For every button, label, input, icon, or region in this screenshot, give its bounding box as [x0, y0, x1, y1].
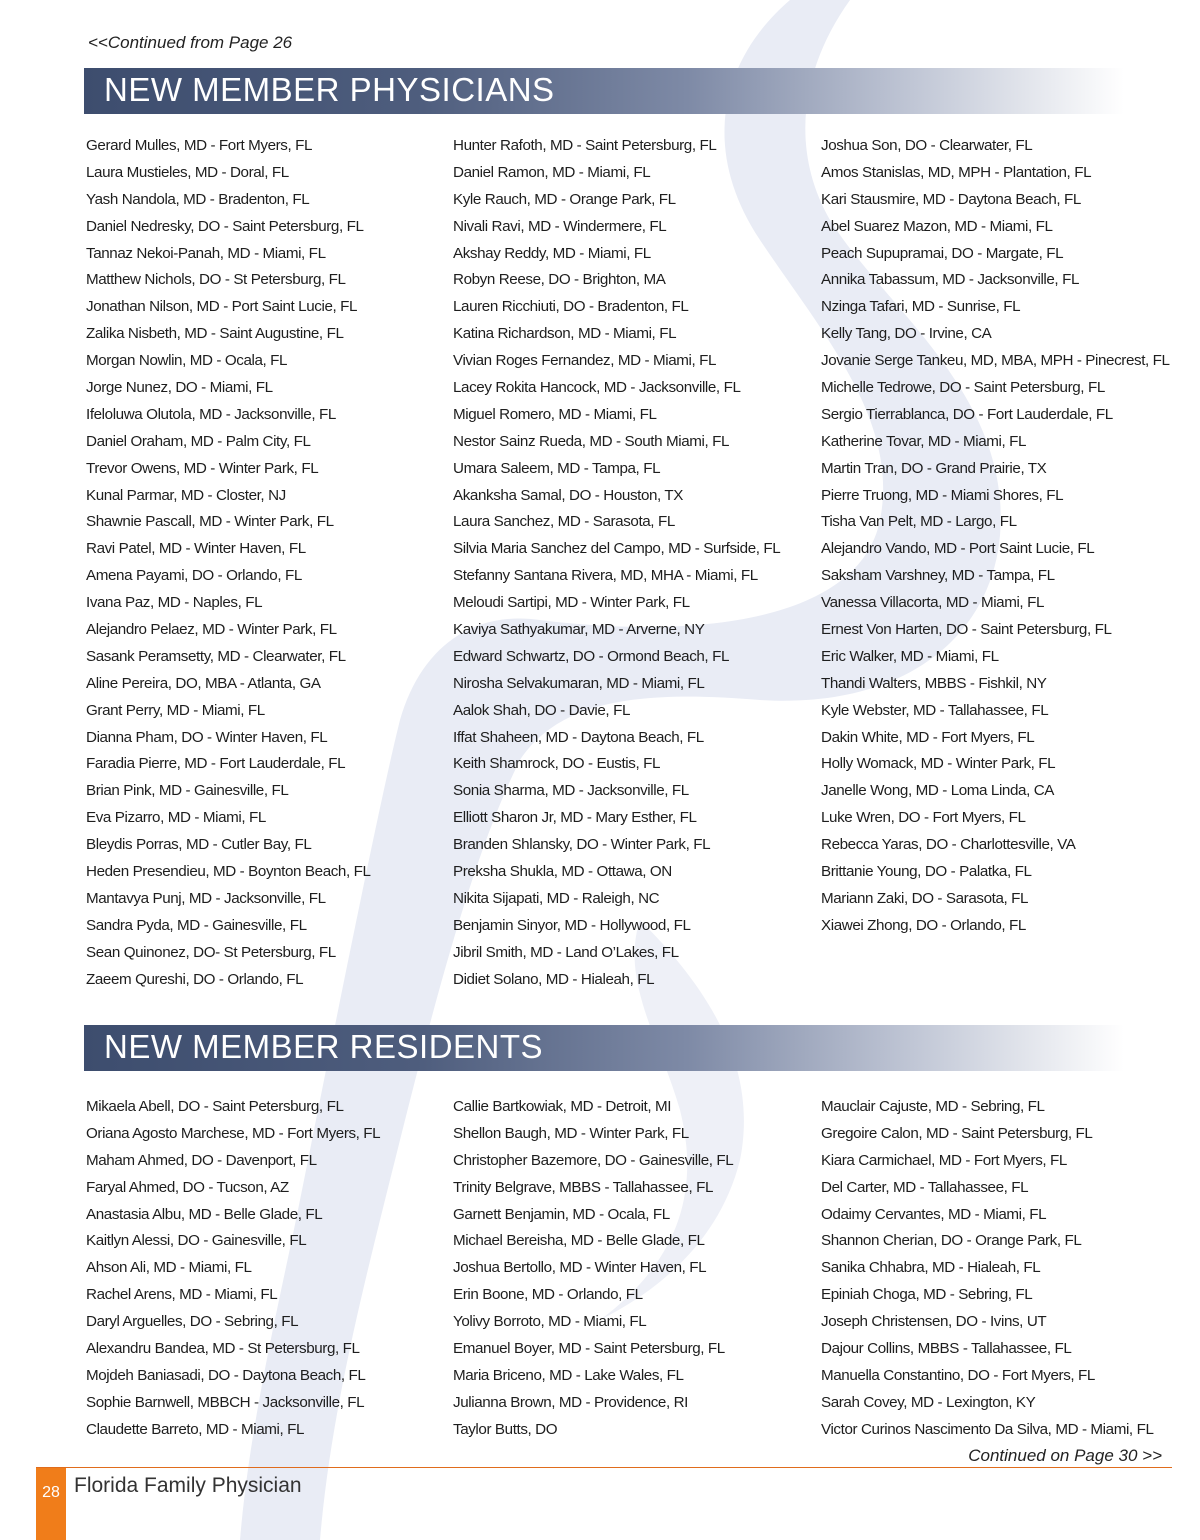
- member-entry: Jorge Nunez, DO - Miami, FL: [86, 379, 273, 397]
- member-entry: Kunal Parmar, MD - Closter, NJ: [86, 486, 286, 504]
- member-entry: Meloudi Sartipi, MD - Winter Park, FL: [453, 594, 690, 612]
- member-entry: Keith Shamrock, DO - Eustis, FL: [453, 755, 661, 773]
- member-entry: Daniel Ramon, MD - Miami, FL: [453, 163, 651, 181]
- member-entry: Rachel Arens, MD - Miami, FL: [86, 1286, 278, 1304]
- member-entry: Laura Sanchez, MD - Sarasota, FL: [453, 513, 675, 531]
- member-entry: Sarah Covey, MD - Lexington, KY: [821, 1393, 1036, 1411]
- member-entry: Dakin White, MD - Fort Myers, FL: [821, 728, 1035, 746]
- member-entry: Del Carter, MD - Tallahassee, FL: [821, 1178, 1029, 1196]
- member-entry: Ivana Paz, MD - Naples, FL: [86, 594, 263, 612]
- member-entry: Saksham Varshney, MD - Tampa, FL: [821, 567, 1055, 585]
- physicians-column-2: [453, 133, 808, 994]
- member-entry: Stefanny Santana Rivera, MD, MHA - Miami, FL: [453, 567, 758, 585]
- member-entry: Eric Walker, MD - Miami, FL: [821, 647, 999, 665]
- member-entry: Maria Briceno, MD - Lake Wales, FL: [453, 1366, 684, 1384]
- member-entry: Pierre Truong, MD - Miami Shores, FL: [821, 486, 1064, 504]
- member-entry: Callie Bartkowiak, MD - Detroit, MI: [453, 1098, 672, 1115]
- member-entry: Gregoire Calon, MD - Saint Petersburg, FL: [821, 1124, 1093, 1142]
- member-entry: Kari Stausmire, MD - Daytona Beach, FL: [821, 190, 1081, 208]
- member-entry: Shawnie Pascall, MD - Winter Park, FL: [86, 513, 334, 531]
- page-number: 28: [42, 1484, 60, 1501]
- member-entry: Kaviya Sathyakumar, MD - Arverne, NY: [453, 621, 705, 639]
- member-entry: Trinity Belgrave, MBBS - Tallahassee, FL: [453, 1178, 714, 1196]
- member-entry: Xiawei Zhong, DO - Orlando, FL: [821, 916, 1026, 934]
- member-entry: Mariann Zaki, DO - Sarasota, FL: [821, 889, 1029, 907]
- member-entry: Morgan Nowlin, MD - Ocala, FL: [86, 352, 288, 370]
- residents-column-2: [453, 1094, 808, 1444]
- member-entry: Maham Ahmed, DO - Davenport, FL: [86, 1151, 317, 1169]
- member-entry: Christopher Bazemore, DO - Gainesville, FL: [453, 1151, 734, 1169]
- member-entry: Ernest Von Harten, DO - Saint Petersburg, FL: [821, 621, 1112, 639]
- member-entry: Dianna Pham, DO - Winter Haven, FL: [86, 728, 328, 746]
- member-entry: Abel Suarez Mazon, MD - Miami, FL: [821, 217, 1053, 235]
- member-entry: Anastasia Albu, MD - Belle Glade, FL: [86, 1205, 323, 1223]
- member-entry: Annika Tabassum, MD - Jacksonville, FL: [821, 271, 1079, 289]
- member-entry: Tannaz Nekoi-Panah, MD - Miami, FL: [86, 244, 326, 262]
- member-entry: Hunter Rafoth, MD - Saint Petersburg, FL: [453, 137, 717, 154]
- member-entry: Edward Schwartz, DO - Ormond Beach, FL: [453, 647, 729, 665]
- member-entry: Sasank Peramsetty, MD - Clearwater, FL: [86, 647, 346, 665]
- member-entry: Benjamin Sinyor, MD - Hollywood, FL: [453, 916, 691, 934]
- member-entry: Mojdeh Baniasadi, DO - Daytona Beach, FL: [86, 1366, 366, 1384]
- member-entry: Yolivy Borroto, MD - Miami, FL: [453, 1313, 647, 1331]
- member-entry: Daryl Arguelles, DO - Sebring, FL: [86, 1313, 299, 1331]
- member-entry: Trevor Owens, MD - Winter Park, FL: [86, 459, 319, 477]
- member-entry: Aalok Shah, DO - Davie, FL: [453, 701, 630, 719]
- member-entry: Iffat Shaheen, MD - Daytona Beach, FL: [453, 728, 704, 746]
- page-number-tab: [36, 1468, 66, 1540]
- member-entry: Katina Richardson, MD - Miami, FL: [453, 325, 677, 343]
- member-entry: Oriana Agosto Marchese, MD - Fort Myers, FL: [86, 1124, 381, 1142]
- member-entry: Robyn Reese, DO - Brighton, MA: [453, 271, 666, 289]
- member-entry: Joshua Son, DO - Clearwater, FL: [821, 137, 1033, 154]
- continued-on-label: Continued on Page 30 >>: [968, 1446, 1162, 1465]
- member-entry: Victor Curinos Nascimento Da Silva, MD - Miami, FL: [821, 1420, 1154, 1438]
- member-entry: Miguel Romero, MD - Miami, FL: [453, 405, 657, 423]
- member-entry: Emanuel Boyer, MD - Saint Petersburg, FL: [453, 1340, 725, 1358]
- member-entry: Julianna Brown, MD - Providence, RI: [453, 1393, 689, 1411]
- member-entry: Martin Tran, DO - Grand Prairie, TX: [821, 459, 1047, 477]
- member-entry: Jonathan Nilson, MD - Port Saint Lucie, FL: [86, 298, 358, 316]
- member-entry: Claudette Barreto, MD - Miami, FL: [86, 1420, 305, 1438]
- member-entry: Gerard Mulles, MD - Fort Myers, FL: [86, 137, 313, 154]
- member-entry: Branden Shlansky, DO - Winter Park, FL: [453, 836, 711, 854]
- physicians-column-3: [821, 133, 1176, 940]
- member-entry: Mauclair Cajuste, MD - Sebring, FL: [821, 1098, 1045, 1115]
- member-entry: Ravi Patel, MD - Winter Haven, FL: [86, 540, 306, 558]
- member-entry: Elliott Sharon Jr, MD - Mary Esther, FL: [453, 809, 697, 827]
- member-entry: Taylor Butts, DO: [453, 1420, 558, 1438]
- member-entry: Holly Womack, MD - Winter Park, FL: [821, 755, 1056, 773]
- member-entry: Faradia Pierre, MD - Fort Lauderdale, FL: [86, 755, 346, 773]
- member-entry: Michael Bereisha, MD - Belle Glade, FL: [453, 1232, 705, 1250]
- member-entry: Daniel Nedresky, DO - Saint Petersburg, FL: [86, 217, 364, 235]
- footer-divider: [36, 1467, 1172, 1468]
- member-entry: Janelle Wong, MD - Loma Linda, CA: [821, 782, 1055, 800]
- member-entry: Garnett Benjamin, MD - Ocala, FL: [453, 1205, 670, 1223]
- member-entry: Luke Wren, DO - Fort Myers, FL: [821, 809, 1026, 827]
- member-entry: Erin Boone, MD - Orlando, FL: [453, 1286, 643, 1304]
- physicians-section-title: NEW MEMBER PHYSICIANS: [104, 71, 555, 108]
- member-entry: Nestor Sainz Rueda, MD - South Miami, FL: [453, 432, 730, 450]
- member-entry: Rebecca Yaras, DO - Charlottesville, VA: [821, 836, 1076, 854]
- member-entry: Peach Supupramai, DO - Margate, FL: [821, 244, 1064, 262]
- member-entry: Sergio Tierrablanca, DO - Fort Lauderdale, FL: [821, 405, 1113, 423]
- member-entry: Nirosha Selvakumaran, MD - Miami, FL: [453, 674, 705, 692]
- member-entry: Silvia Maria Sanchez del Campo, MD - Surfside, FL: [453, 540, 781, 558]
- member-entry: Eva Pizarro, MD - Miami, FL: [86, 809, 266, 827]
- member-entry: Vivian Roges Fernandez, MD - Miami, FL: [453, 352, 717, 370]
- member-entry: Michelle Tedrowe, DO - Saint Petersburg, FL: [821, 379, 1105, 397]
- member-entry: Shellon Baugh, MD - Winter Park, FL: [453, 1124, 689, 1142]
- member-entry: Bleydis Porras, MD - Cutler Bay, FL: [86, 836, 312, 854]
- member-entry: Nivali Ravi, MD - Windermere, FL: [453, 217, 667, 235]
- continued-from-label: <<Continued from Page 26: [88, 33, 293, 52]
- member-entry: Kyle Webster, MD - Tallahassee, FL: [821, 701, 1049, 719]
- member-entry: Matthew Nichols, DO - St Petersburg, FL: [86, 271, 346, 289]
- member-entry: Preksha Shukla, MD - Ottawa, ON: [453, 863, 672, 881]
- member-entry: Katherine Tovar, MD - Miami, FL: [821, 432, 1027, 450]
- member-entry: Sanika Chhabra, MD - Hialeah, FL: [821, 1259, 1041, 1277]
- member-entry: Vanessa Villacorta, MD - Miami, FL: [821, 594, 1044, 612]
- member-entry: Akanksha Samal, DO - Houston, TX: [453, 486, 684, 504]
- member-entry: Kaitlyn Alessi, DO - Gainesville, FL: [86, 1232, 307, 1250]
- publication-title: Florida Family Physician: [74, 1474, 302, 1497]
- member-entry: Mikaela Abell, DO - Saint Petersburg, FL: [86, 1098, 344, 1115]
- member-entry: Daniel Oraham, MD - Palm City, FL: [86, 432, 311, 450]
- member-entry: Brittanie Young, DO - Palatka, FL: [821, 863, 1032, 881]
- member-entry: Lauren Ricchiuti, DO - Bradenton, FL: [453, 298, 689, 316]
- member-entry: Joshua Bertollo, MD - Winter Haven, FL: [453, 1259, 707, 1277]
- member-entry: Ifeloluwa Olutola, MD - Jacksonville, FL: [86, 405, 336, 423]
- member-entry: Nikita Sijapati, MD - Raleigh, NC: [453, 889, 660, 907]
- member-entry: Umara Saleem, MD - Tampa, FL: [453, 459, 661, 477]
- member-entry: Sean Quinonez, DO- St Petersburg, FL: [86, 943, 336, 961]
- member-entry: Alexandru Bandea, MD - St Petersburg, FL: [86, 1340, 360, 1358]
- member-entry: Mantavya Punj, MD - Jacksonville, FL: [86, 889, 326, 907]
- residents-section-banner: [84, 1025, 1124, 1071]
- member-entry: Alejandro Vando, MD - Port Saint Lucie, FL: [821, 540, 1095, 558]
- member-entry: Dajour Collins, MBBS - Tallahassee, FL: [821, 1340, 1072, 1358]
- member-entry: Joseph Christensen, DO - Ivins, UT: [821, 1313, 1047, 1331]
- member-entry: Tisha Van Pelt, MD - Largo, FL: [821, 513, 1017, 531]
- member-entry: Kiara Carmichael, MD - Fort Myers, FL: [821, 1151, 1067, 1169]
- member-entry: Nzinga Tafari, MD - Sunrise, FL: [821, 298, 1021, 316]
- member-entry: Jovanie Serge Tankeu, MD, MBA, MPH - Pinecrest, FL: [821, 352, 1170, 370]
- residents-column-3: [821, 1094, 1176, 1444]
- member-entry: Zalika Nisbeth, MD - Saint Augustine, FL: [86, 325, 344, 343]
- member-entry: Sandra Pyda, MD - Gainesville, FL: [86, 916, 307, 934]
- residents-section-title: NEW MEMBER RESIDENTS: [104, 1028, 544, 1065]
- member-entry: Jibril Smith, MD - Land O’Lakes, FL: [453, 943, 679, 961]
- member-entry: Amena Payami, DO - Orlando, FL: [86, 567, 302, 585]
- member-entry: Thandi Walters, MBBS - Fishkil, NY: [821, 674, 1047, 692]
- member-entry: Zaeem Qureshi, DO - Orlando, FL: [86, 970, 304, 988]
- residents-column-1: [86, 1094, 441, 1444]
- member-entry: Grant Perry, MD - Miami, FL: [86, 701, 265, 719]
- member-entry: Alejandro Pelaez, MD - Winter Park, FL: [86, 621, 337, 639]
- member-entry: Amos Stanislas, MD, MPH - Plantation, FL: [821, 163, 1092, 181]
- member-entry: Brian Pink, MD - Gainesville, FL: [86, 782, 289, 800]
- member-entry: Kyle Rauch, MD - Orange Park, FL: [453, 190, 676, 208]
- member-entry: Akshay Reddy, MD - Miami, FL: [453, 244, 651, 262]
- physicians-column-1: [86, 133, 441, 994]
- member-entry: Odaimy Cervantes, MD - Miami, FL: [821, 1205, 1047, 1223]
- member-entry: Laura Mustieles, MD - Doral, FL: [86, 163, 289, 181]
- member-entry: Sonia Sharma, MD - Jacksonville, FL: [453, 782, 689, 800]
- member-entry: Heden Presendieu, MD - Boynton Beach, FL: [86, 863, 371, 881]
- member-entry: Lacey Rokita Hancock, MD - Jacksonville, FL: [453, 379, 741, 397]
- member-entry: Faryal Ahmed, DO - Tucson, AZ: [86, 1178, 289, 1196]
- member-entry: Kelly Tang, DO - Irvine, CA: [821, 325, 992, 343]
- member-entry: Yash Nandola, MD - Bradenton, FL: [86, 190, 310, 208]
- member-entry: Sophie Barnwell, MBBCH - Jacksonville, FL: [86, 1393, 365, 1411]
- member-entry: Didiet Solano, MD - Hialeah, FL: [453, 970, 655, 988]
- member-entry: Shannon Cherian, DO - Orange Park, FL: [821, 1232, 1082, 1250]
- physicians-section-banner: [84, 68, 1124, 114]
- member-entry: Epiniah Choga, MD - Sebring, FL: [821, 1286, 1033, 1304]
- member-entry: Ahson Ali, MD - Miami, FL: [86, 1259, 252, 1277]
- member-entry: Manuella Constantino, DO - Fort Myers, FL: [821, 1366, 1095, 1384]
- member-entry: Aline Pereira, DO, MBA - Atlanta, GA: [86, 674, 321, 692]
